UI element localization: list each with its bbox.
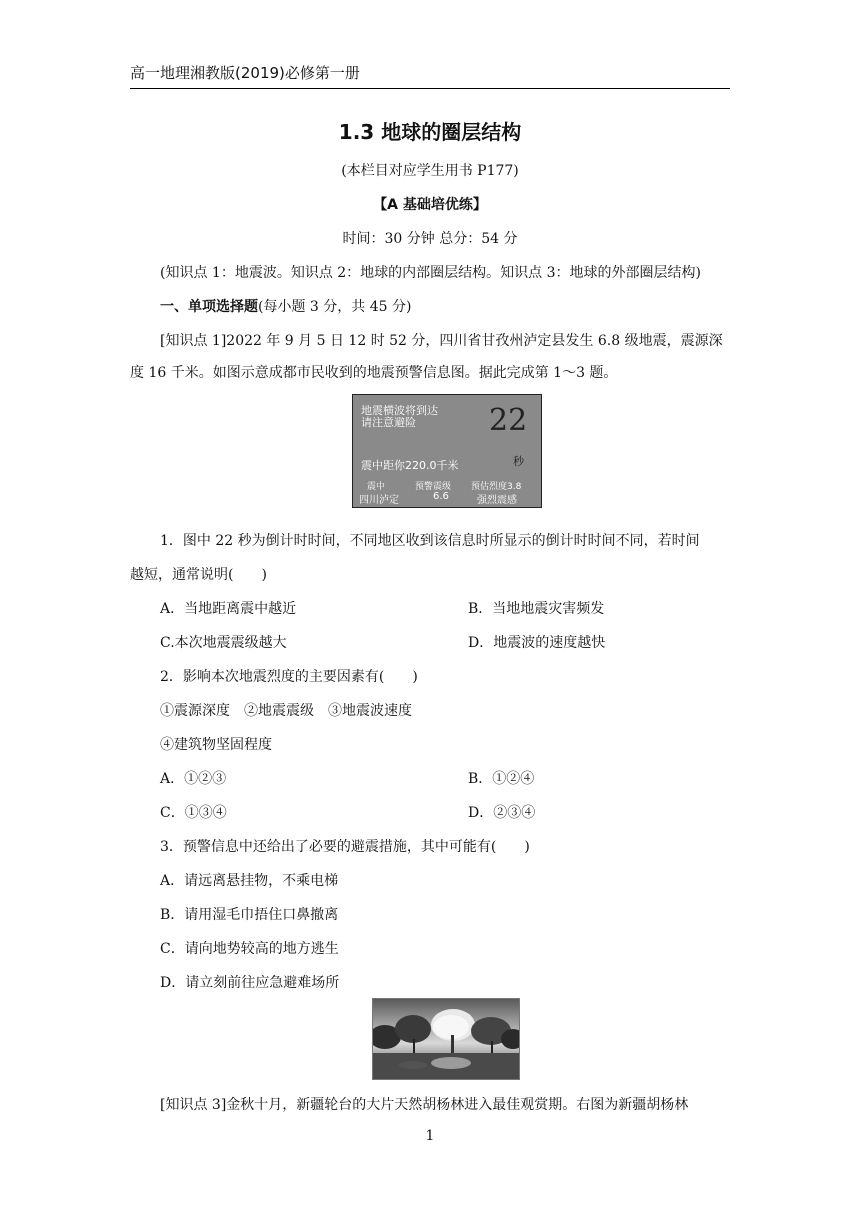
intro1-text1: 2022 年 9 月 5 日 12 时 52 分，四川省甘孜州泸定县发生 6.8 级地震，震源深 (226, 333, 723, 349)
intro3-text: 金秋十月，新疆轮台的大片天然胡杨林进入最佳观赏期。右图为新疆胡杨林 (226, 1097, 689, 1113)
timing-info: 时间：30 分钟 总分：54 分 (342, 231, 518, 247)
q1-option-c: C.本次地震震级越大 (160, 635, 287, 651)
q3-option-b: B．请用湿毛巾捂住口鼻撤离 (160, 907, 339, 923)
q2-option-d: D．②③④ (468, 805, 536, 821)
q1-option-a: A．当地距离震中越近 (160, 601, 297, 617)
q2-stem: 2．影响本次地震烈度的主要因素有( ) (160, 669, 418, 685)
intro3-tag: [知识点 3] (160, 1097, 227, 1113)
header-rule (130, 88, 730, 89)
q3-option-c: C．请向地势较高的地方逃生 (160, 941, 339, 957)
intro1-line1 (160, 330, 723, 350)
q2-option-b: B．①②④ (468, 771, 535, 787)
q2-option-c: C．①③④ (160, 805, 227, 821)
running-header: 高一地理湘教版(2019)必修第一册 (130, 64, 360, 82)
col3-head: 预估烈度3.8 (471, 482, 522, 492)
page-title: 1.3 地球的圈层结构 (338, 120, 522, 144)
col2-value: 6.6 (433, 491, 449, 502)
q1-stem-line1: 1．图中 22 秒为倒计时时间，不同地区收到该信息时所显示的倒计时时间不同，若时间 (160, 533, 700, 549)
col2-head: 预警震级 (415, 482, 452, 492)
countdown-unit: 秒 (513, 455, 524, 468)
warning-line1: 地震横波将到达 (361, 404, 438, 417)
part1-title: 一、单项选择题 (160, 299, 258, 315)
page-number: 1 (425, 1128, 435, 1144)
q3-stem: 3．预警信息中还给出了必要的避震措施，其中可能有( ) (160, 839, 530, 855)
earthquake-warning-image (352, 394, 542, 508)
q2-items-line2: ④建筑物坚固程度 (160, 737, 272, 753)
q1-option-d: D．地震波的速度越快 (468, 635, 606, 651)
intro1-tag: [知识点 1] (160, 333, 227, 349)
countdown-number: 22 (489, 403, 528, 438)
section-heading: 【A 基础培优练】 (373, 197, 487, 213)
col1-value: 四川泸定 (359, 495, 399, 506)
epicenter-distance: 震中距你220.0千米 (361, 459, 459, 472)
q2-items-line1: ①震源深度 ②地震震级 ③地震波速度 (160, 703, 412, 719)
part1-note: (每小题 3 分，共 45 分) (258, 299, 412, 315)
q3-option-a: A．请远离悬挂物，不乘电梯 (160, 873, 339, 889)
part1-heading (160, 296, 411, 316)
warning-line2: 请注意避险 (361, 416, 416, 429)
q1-stem-line2: 越短，通常说明( ) (130, 567, 267, 583)
intro1-line2: 度 16 千米。如图示意成都市民收到的地震预警信息图。据此完成第 1～3 题。 (130, 365, 618, 381)
poplar-forest-photo (372, 998, 520, 1080)
q1-option-b: B．当地地震灾害频发 (468, 601, 605, 617)
warning-message (361, 405, 438, 429)
q2-option-a: A．①②③ (160, 771, 227, 787)
col3-value: 强烈震感 (477, 495, 517, 506)
subtitle: (本栏目对应学生用书 P177) (341, 163, 519, 179)
col1-head: 震中 (367, 482, 386, 492)
knowledge-points: (知识点 1：地震波。知识点 2：地球的内部圈层结构。知识点 3：地球的外部圈层结构) (160, 265, 701, 281)
q3-option-d: D．请立刻前往应急避难场所 (160, 975, 340, 991)
intro3-line (160, 1094, 688, 1114)
